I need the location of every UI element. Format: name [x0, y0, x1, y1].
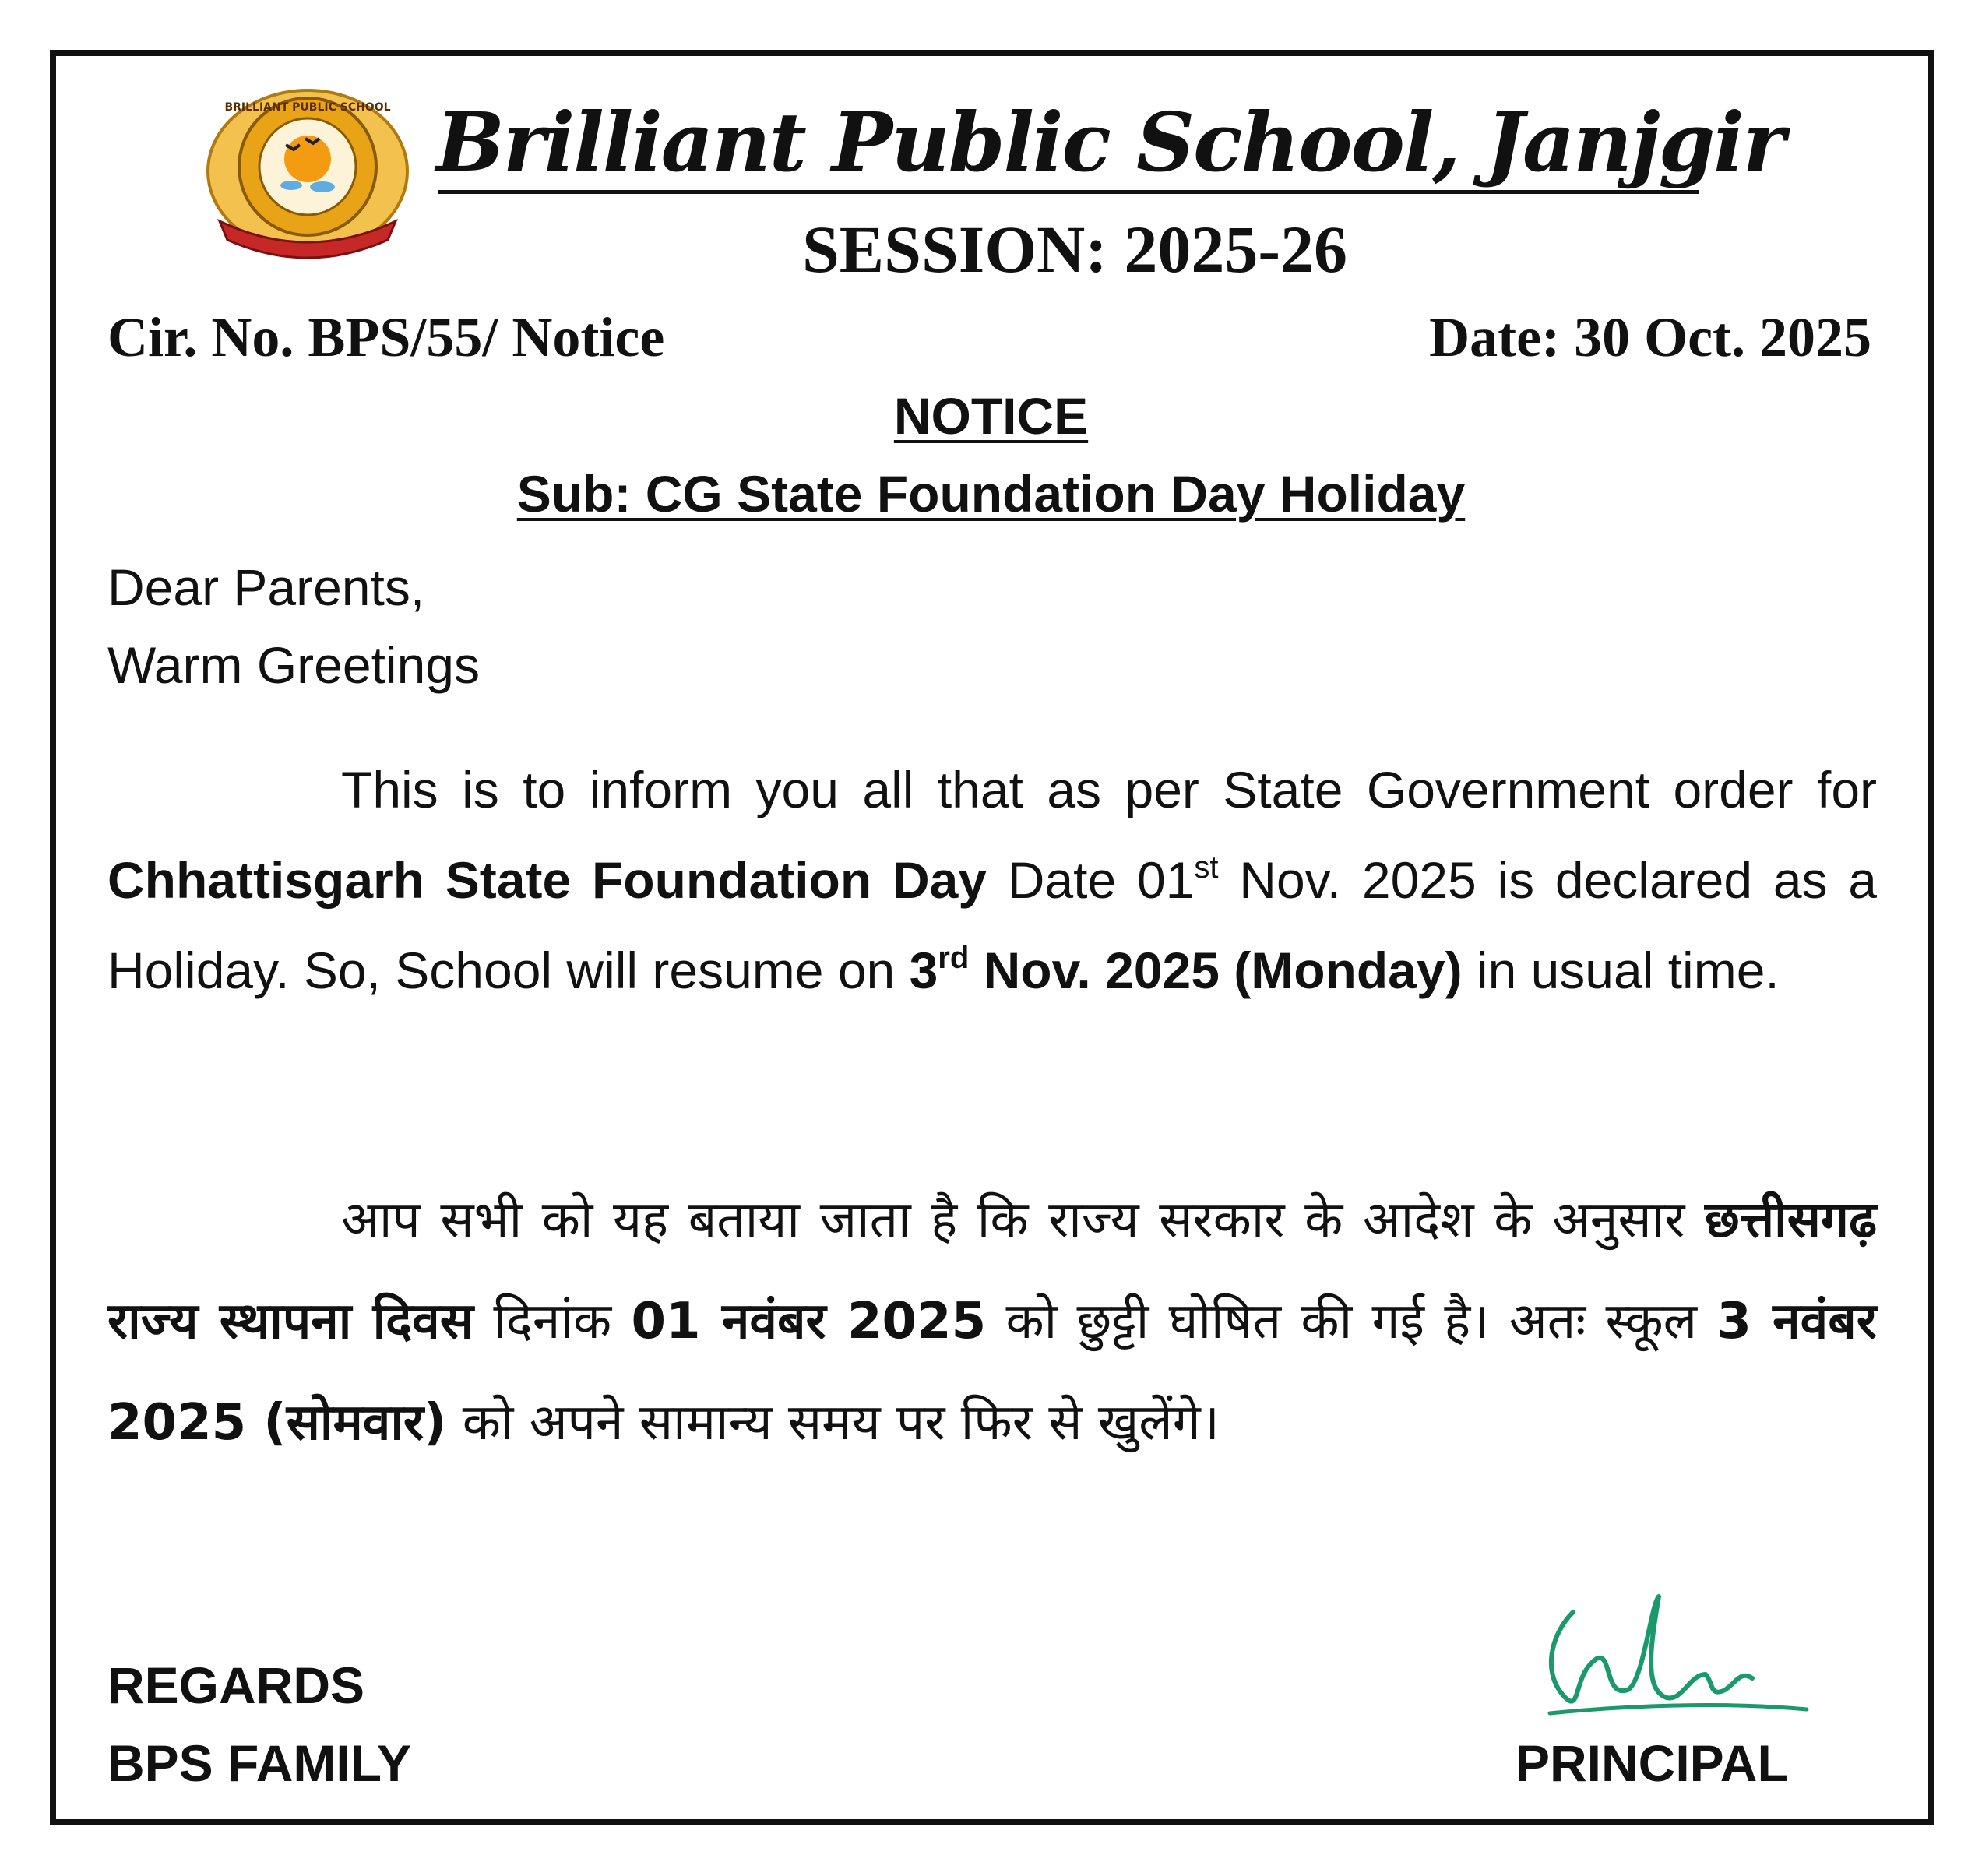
notice-subject-text: Sub: CG State Foundation Day Holiday: [516, 465, 1466, 523]
notice-title-text: NOTICE: [893, 387, 1089, 445]
superscript: rd: [938, 941, 970, 975]
hindi-paragraph: [107, 1170, 1877, 1473]
salutation-line: Dear Parents,: [107, 558, 425, 616]
bold-segment: 3: [909, 942, 938, 999]
bold-segment: छत्तीसगढ़ राज्य स्थापना दिवस: [107, 1191, 1877, 1350]
notice-date: Date: 30 Oct. 2025: [1429, 306, 1871, 368]
text-segment: दिनांक: [473, 1293, 632, 1350]
bold-segment: 3 नवंबर 2025 (सोमवार): [107, 1293, 1877, 1452]
text-segment: This is to inform you all that as per State Government order for: [341, 761, 1877, 818]
text-segment: को अपने सामान्य समय पर फिर से खुलेंगे।: [446, 1394, 1220, 1452]
school-name: Brilliant Public School, Janjgir: [436, 94, 1784, 190]
cloud-icon: [280, 181, 302, 190]
salutation: [107, 548, 480, 704]
text-segment: in usual time.: [1462, 942, 1780, 999]
regards-block: [107, 1646, 411, 1802]
notice-subject: [0, 461, 1982, 526]
principal-signature: [1519, 1581, 1815, 1737]
logo-text: BRILLIANT PUBLIC SCHOOL: [224, 101, 391, 114]
school-logo: [204, 84, 411, 265]
principal-label: PRINCIPAL: [1516, 1734, 1789, 1792]
bold-segment: 01 नवंबर 2025: [631, 1293, 987, 1350]
school-name-underline: [438, 190, 1699, 194]
notice-title: [0, 383, 1982, 449]
english-paragraph: [107, 744, 1877, 1015]
sun-icon: [284, 136, 331, 182]
cloud-icon: [310, 181, 335, 192]
superscript: st: [1194, 850, 1219, 885]
circular-number: Cir. No. BPS/55/ Notice: [107, 306, 665, 368]
sender-line: BPS FAMILY: [107, 1734, 411, 1792]
text-segment: Date 01: [987, 851, 1195, 909]
text-segment: Nov. 2025 is declared as a Holiday. So, School will resume on: [107, 851, 1877, 999]
regards-line: REGARDS: [107, 1656, 365, 1714]
text-segment: को छुट्टी घोषित की गई है। अतः स्कूल: [986, 1293, 1717, 1350]
bold-segment: Nov. 2025 (Monday): [969, 942, 1463, 999]
session-label: SESSION: 2025-26: [801, 212, 1348, 287]
greeting-line: Warm Greetings: [107, 636, 480, 694]
bold-segment: Chhattisgarh State Foundation Day: [107, 851, 987, 909]
text-segment: आप सभी को यह बताया जाता है कि राज्य सरकार के आदेश के अनुसार: [341, 1191, 1705, 1249]
